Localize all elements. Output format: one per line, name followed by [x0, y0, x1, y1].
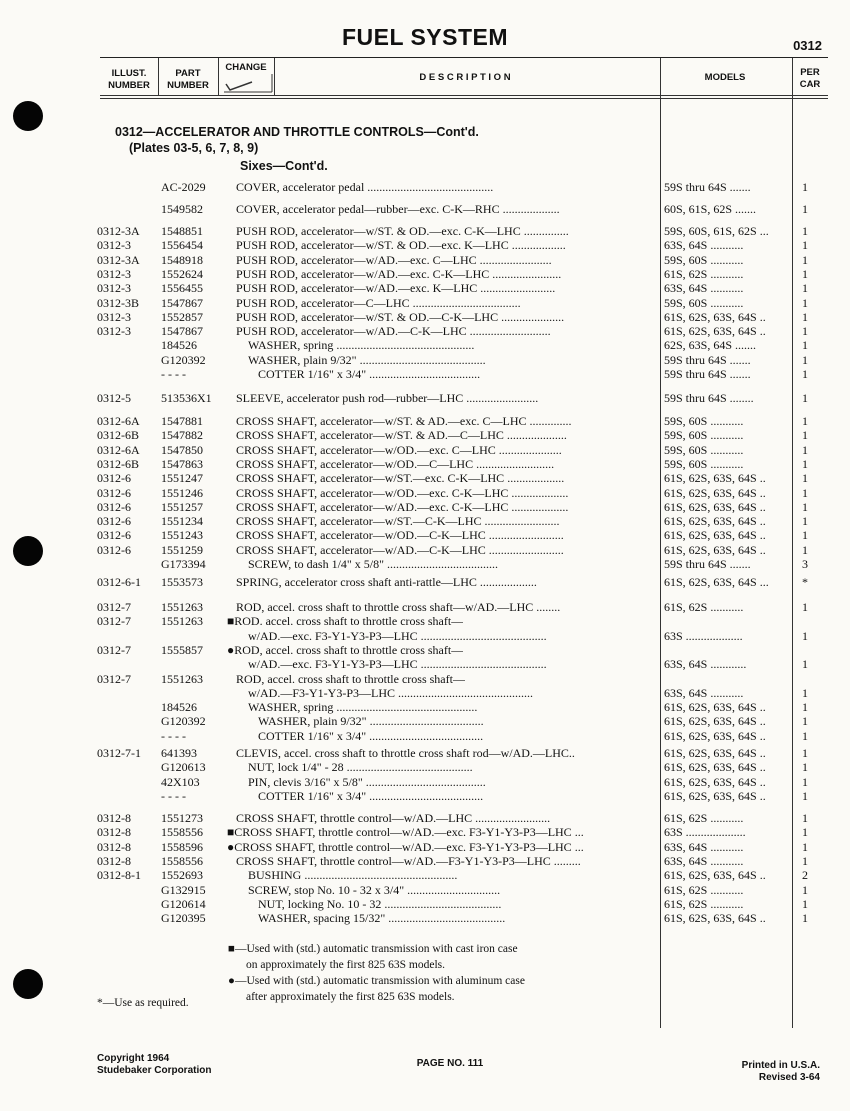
models: 61S, 62S, 63S, 64S ..	[664, 309, 766, 324]
per-car: 1	[802, 414, 808, 428]
part-number: G120613	[161, 760, 206, 775]
models: 61S, 62S, 63S, 64S ..	[664, 714, 766, 729]
per-car: 1	[802, 266, 808, 281]
models: 63S, 64S ...........	[664, 853, 744, 868]
part-number: G120392	[161, 714, 206, 729]
description: ROD, accel. cross shaft to throttle cross shaft—	[236, 671, 465, 686]
per-car: 2	[802, 868, 808, 883]
per-car: 1	[802, 911, 808, 926]
models: 59S, 60S ...........	[664, 442, 744, 457]
description: COTTER 1/16" x 3/4" ......................................	[258, 788, 484, 803]
per-car: 1	[802, 657, 808, 672]
column-header-rule	[100, 95, 828, 96]
per-car: 1	[802, 338, 808, 353]
description: PUSH ROD, accelerator—w/ST. & OD.—C-K—LHC .....................	[236, 309, 565, 324]
col-divider	[660, 58, 661, 1028]
part-number: 1547867	[161, 295, 203, 310]
models: 63S, 64S ...........	[664, 839, 744, 854]
part-number: 1558556	[161, 825, 203, 840]
models: 61S, 62S ...........	[664, 896, 744, 911]
column-header-rule-2	[100, 98, 828, 99]
col-per-car-header: PER CAR	[799, 67, 821, 90]
illust-number: 0312-3	[97, 238, 131, 253]
binder-hole	[13, 969, 43, 999]
section-subtitle: Sixes—Cont'd.	[240, 159, 328, 173]
per-car: 1	[802, 252, 808, 267]
description: COVER, accelerator pedal ..........................................	[236, 180, 494, 194]
description: CLEVIS, accel. cross shaft to throttle cross shaft rod—w/AD.—LHC..	[236, 746, 575, 760]
part-number: 1551263	[161, 614, 203, 629]
per-car: 1	[802, 485, 808, 500]
models: 59S, 60S ...........	[664, 295, 744, 310]
description: COTTER 1/16" x 3/4" ......................................	[258, 728, 484, 743]
part-number: 1547867	[161, 324, 203, 339]
models: 61S, 62S, 63S, 64S ..	[664, 700, 766, 715]
per-car: *	[802, 575, 808, 589]
per-car: 1	[802, 839, 808, 854]
models: 61S, 62S ...........	[664, 600, 744, 614]
models: 61S, 62S, 63S, 64S ..	[664, 788, 766, 803]
description: SPRING, accelerator cross shaft anti-rattle—LHC ...................	[236, 575, 537, 589]
description: CROSS SHAFT, accelerator—w/OD.—C-K—LHC .........................	[236, 528, 564, 543]
illust-number: 0312-3	[97, 281, 131, 296]
models: 63S, 64S ...........	[664, 281, 744, 296]
part-number: 1551243	[161, 528, 203, 543]
per-car: 1	[802, 324, 808, 339]
per-car: 1	[802, 281, 808, 296]
col-change-header: CHANGE	[225, 62, 267, 73]
illust-number: 0312-6	[97, 514, 131, 529]
models: 63S, 64S ............	[664, 657, 747, 672]
description: ●CROSS SHAFT, throttle control—w/AD.—exc. F3-Y1-Y3-P3—LHC ...	[227, 839, 584, 854]
models: 61S, 62S, 63S, 64S ..	[664, 746, 766, 760]
per-car: 1	[802, 896, 808, 911]
page-title: FUEL SYSTEM	[341, 24, 509, 50]
copyright: Copyright 1964 Studebaker Corporation	[97, 1053, 212, 1076]
part-number: 1552624	[161, 266, 203, 281]
description: WASHER, spring ...............................................	[248, 700, 478, 715]
description: ●ROD, accel. cross shaft to throttle cross shaft—	[227, 642, 464, 657]
part-number: 1553573	[161, 575, 203, 589]
col-part-header: PART NUMBER	[167, 68, 209, 91]
per-car: 1	[802, 728, 808, 743]
models: 63S ...................	[664, 628, 743, 643]
models: 61S, 62S, 63S, 64S ..	[664, 485, 766, 500]
models: 59S, 60S ...........	[664, 252, 744, 267]
illust-number: 0312-6B	[97, 428, 139, 443]
illust-number: 0312-6B	[97, 456, 139, 471]
col-divider	[792, 58, 793, 1028]
illust-number: 0312-6	[97, 485, 131, 500]
header-rule	[100, 57, 828, 58]
illust-number: 0312-7	[97, 671, 131, 686]
models: 61S, 62S, 63S, 64S ..	[664, 471, 766, 486]
per-car: 1	[802, 811, 808, 825]
illust-number: 0312-3A	[97, 252, 140, 267]
per-car: 1	[802, 760, 808, 775]
illust-number: 0312-6	[97, 471, 131, 486]
description: PUSH ROD, accelerator—w/AD.—exc. C-K—LHC .......................	[236, 266, 562, 281]
models: 61S, 62S, 63S, 64S ..	[664, 528, 766, 543]
part-number: 1548918	[161, 252, 203, 267]
illust-number: 0312-3A	[97, 224, 140, 238]
models: 59S, 60S ...........	[664, 414, 744, 428]
models: 61S, 62S ...........	[664, 882, 744, 897]
description: PUSH ROD, accelerator—w/AD.—C-K—LHC ...........................	[236, 324, 551, 339]
per-car: 1	[802, 309, 808, 324]
per-car: 3	[802, 557, 808, 571]
description: CROSS SHAFT, throttle control—w/AD.—LHC .........................	[236, 811, 551, 825]
illust-number: 0312-6	[97, 542, 131, 557]
description: CROSS SHAFT, accelerator—w/OD.—exc. C-K—LHC ...................	[236, 485, 569, 500]
per-car: 1	[802, 528, 808, 543]
description: ROD, accel. cross shaft to throttle cross shaft—w/AD.—LHC ........	[236, 600, 561, 614]
description: PUSH ROD, accelerator—w/ST. & OD.—exc. K—LHC ..................	[236, 238, 566, 253]
description: w/AD.—exc. F3-Y1-Y3-P3—LHC ..........................................	[248, 657, 547, 672]
description: CROSS SHAFT, accelerator—w/OD.—C—LHC ..........................	[236, 456, 555, 471]
part-number: 1551259	[161, 542, 203, 557]
models: 60S, 61S, 62S .......	[664, 202, 757, 216]
models: 61S, 62S, 63S, 64S ..	[664, 324, 766, 339]
per-car: 1	[802, 442, 808, 457]
models: 61S, 62S, 63S, 64S ..	[664, 868, 766, 883]
illust-number: 0312-8	[97, 853, 131, 868]
part-number: 1552857	[161, 309, 203, 324]
description: WASHER, spring ..............................................	[248, 338, 475, 353]
part-number: 1547850	[161, 442, 203, 457]
part-number: 1551263	[161, 671, 203, 686]
models: 59S, 60S ...........	[664, 428, 744, 443]
models: 63S, 64S ...........	[664, 238, 744, 253]
col-divider	[274, 58, 275, 96]
description: CROSS SHAFT, accelerator—w/AD.—C-K—LHC .........................	[236, 542, 564, 557]
binder-hole	[13, 536, 43, 566]
part-number: G132915	[161, 882, 206, 897]
part-number: 1551247	[161, 471, 203, 486]
description: ■CROSS SHAFT, throttle control—w/AD.—exc. F3-Y1-Y3-P3—LHC ...	[227, 825, 584, 840]
footnotes: ■—Used with (std.) automatic transmission with cast iron case on approximately the first 825 63S models. ●—Used with (std.) automatic transmission with aluminum case after approximately the first 825 63S models.	[228, 943, 525, 1003]
part-number: 1558596	[161, 839, 203, 854]
models: 63S, 64S ...........	[664, 685, 744, 700]
per-car: 1	[802, 774, 808, 789]
description: CROSS SHAFT, throttle control—w/AD.—F3-Y1-Y3-P3—LHC .........	[236, 853, 581, 868]
illust-number: 0312-6A	[97, 414, 140, 428]
part-number: G173394	[161, 557, 206, 571]
description: SCREW, to dash 1/4" x 5/8" .....................................	[248, 557, 499, 571]
models: 61S, 62S ...........	[664, 811, 744, 825]
per-car: 1	[802, 352, 808, 367]
per-car: 1	[802, 882, 808, 897]
illust-number: 0312-3	[97, 309, 131, 324]
part-number: 1547882	[161, 428, 203, 443]
per-car: 1	[802, 428, 808, 443]
description: PUSH ROD, accelerator—w/AD.—exc. C—LHC ........................	[236, 252, 552, 267]
description: w/AD.—F3-Y1-Y3-P3—LHC .............................................	[248, 685, 533, 700]
description: SCREW, stop No. 10 - 32 x 3/4" ...............................	[248, 882, 501, 897]
illust-number: 0312-7-1	[97, 746, 141, 760]
part-number: 1551273	[161, 811, 203, 825]
models: 61S, 62S, 63S, 64S ..	[664, 514, 766, 529]
models: 59S thru 64S ........	[664, 391, 754, 405]
per-car: 1	[802, 391, 808, 405]
illust-number: 0312-6-1	[97, 575, 141, 589]
section-title: 0312—ACCELERATOR AND THROTTLE CONTROLS—Cont'd. (Plates 03-5, 6, 7, 8, 9)	[115, 125, 479, 155]
illust-number: 0312-8-1	[97, 868, 141, 883]
description: WASHER, plain 9/32" ..........................................	[248, 352, 486, 367]
per-car: 1	[802, 202, 808, 216]
part-number: 1558556	[161, 853, 203, 868]
binder-hole	[13, 101, 43, 131]
per-car: 1	[802, 685, 808, 700]
illust-number: 0312-8	[97, 839, 131, 854]
part-number: 641393	[161, 746, 197, 760]
description: WASHER, spacing 15/32" .......................................	[258, 911, 506, 926]
part-number: 1551246	[161, 485, 203, 500]
description: COTTER 1/16" x 3/4" .....................................	[258, 367, 481, 381]
part-number: - - - -	[161, 788, 186, 803]
description: CROSS SHAFT, accelerator—w/AD.—exc. C-K—LHC ...................	[236, 499, 569, 514]
per-car: 1	[802, 853, 808, 868]
part-number: 1547881	[161, 414, 203, 428]
description: CROSS SHAFT, accelerator—w/ST.—C-K—LHC .........................	[236, 514, 560, 529]
page-code: 0312	[793, 38, 822, 53]
per-car: 1	[802, 825, 808, 840]
col-divider	[158, 58, 159, 96]
illust-number: 0312-8	[97, 825, 131, 840]
models: 59S thru 64S .......	[664, 367, 751, 381]
models: 63S ....................	[664, 825, 746, 840]
footnote-as-required: *—Use as required.	[97, 997, 189, 1009]
models: 61S, 62S, 63S, 64S ...	[664, 575, 769, 589]
per-car: 1	[802, 367, 808, 381]
per-car: 1	[802, 514, 808, 529]
models: 59S thru 64S .......	[664, 557, 751, 571]
part-number: - - - -	[161, 367, 186, 381]
models: 61S, 62S, 63S, 64S ..	[664, 728, 766, 743]
part-number: 1551263	[161, 600, 203, 614]
models: 59S thru 64S .......	[664, 180, 751, 194]
description: CROSS SHAFT, accelerator—w/ST. & AD.—exc. C—LHC ..............	[236, 414, 572, 428]
models: 62S, 63S, 64S .......	[664, 338, 757, 353]
per-car: 1	[802, 600, 808, 614]
per-car: 1	[802, 295, 808, 310]
models: 61S, 62S, 63S, 64S ..	[664, 760, 766, 775]
per-car: 1	[802, 180, 808, 194]
part-number: 1548851	[161, 224, 203, 238]
models: 61S, 62S, 63S, 64S ..	[664, 774, 766, 789]
part-number: 1547863	[161, 456, 203, 471]
part-number: 184526	[161, 700, 197, 715]
description: BUSHING ...................................................	[248, 868, 458, 883]
part-number: G120392	[161, 352, 206, 367]
illust-number: 0312-6	[97, 499, 131, 514]
part-number: 1551257	[161, 499, 203, 514]
models: 61S, 62S ...........	[664, 266, 744, 281]
per-car: 1	[802, 471, 808, 486]
models: 59S, 60S, 61S, 62S ...	[664, 224, 769, 238]
per-car: 1	[802, 456, 808, 471]
part-number: 1555857	[161, 642, 203, 657]
per-car: 1	[802, 788, 808, 803]
part-number: - - - -	[161, 728, 186, 743]
part-number: G120395	[161, 911, 206, 926]
part-number: 1556454	[161, 238, 203, 253]
description: PIN, clevis 3/16" x 5/8" ........................................	[248, 774, 486, 789]
page-number: PAGE NO. 111	[416, 1058, 484, 1069]
models: 59S, 60S ...........	[664, 456, 744, 471]
illust-number: 0312-7	[97, 642, 131, 657]
description: CROSS SHAFT, accelerator—w/OD.—exc. C—LHC .....................	[236, 442, 562, 457]
col-divider	[218, 58, 219, 96]
per-car: 1	[802, 700, 808, 715]
col-illust-header: ILLUST. NUMBER	[108, 68, 150, 91]
per-car: 1	[802, 499, 808, 514]
models: 59S thru 64S .......	[664, 352, 751, 367]
illust-number: 0312-5	[97, 391, 131, 405]
part-number: 184526	[161, 338, 197, 353]
description: WASHER, plain 9/32" ......................................	[258, 714, 484, 729]
illust-number: 0312-3	[97, 324, 131, 339]
per-car: 1	[802, 746, 808, 760]
per-car: 1	[802, 224, 808, 238]
description: SLEEVE, accelerator push rod—rubber—LHC ........................	[236, 391, 539, 405]
col-models-header: MODELS	[704, 72, 746, 83]
part-number: AC-2029	[161, 180, 206, 194]
per-car: 1	[802, 714, 808, 729]
illust-number: 0312-8	[97, 811, 131, 825]
models: 61S, 62S, 63S, 64S ..	[664, 542, 766, 557]
per-car: 1	[802, 238, 808, 253]
description: w/AD.—exc. F3-Y1-Y3-P3—LHC ..........................................	[248, 628, 547, 643]
per-car: 1	[802, 542, 808, 557]
illust-number: 0312-7	[97, 600, 131, 614]
models: 61S, 62S, 63S, 64S ..	[664, 499, 766, 514]
illust-number: 0312-3	[97, 266, 131, 281]
part-number: 1549582	[161, 202, 203, 216]
illust-number: 0312-6	[97, 528, 131, 543]
description: CROSS SHAFT, accelerator—w/ST.—exc. C-K—LHC ...................	[236, 471, 565, 486]
change-check-icon	[222, 74, 274, 96]
part-number: 1552693	[161, 868, 203, 883]
description: PUSH ROD, accelerator—w/ST. & OD.—exc. C-K—LHC ...............	[236, 224, 569, 238]
description: ■ROD. accel. cross shaft to throttle cross shaft—	[227, 614, 464, 629]
illust-number: 0312-6A	[97, 442, 140, 457]
models: 61S, 62S, 63S, 64S ..	[664, 911, 766, 926]
description: COVER, accelerator pedal—rubber—exc. C-K—RHC ...................	[236, 202, 560, 216]
part-number: 513536X1	[161, 391, 212, 405]
per-car: 1	[802, 628, 808, 643]
part-number: 1556455	[161, 281, 203, 296]
illust-number: 0312-3B	[97, 295, 139, 310]
description: PUSH ROD, accelerator—w/AD.—exc. K—LHC .........................	[236, 281, 556, 296]
print-info: Printed in U.S.A. Revised 3-64	[741, 1060, 820, 1083]
col-description-header: D E S C R I P T I O N	[419, 72, 511, 83]
part-number: G120614	[161, 896, 206, 911]
illust-number: 0312-7	[97, 614, 131, 629]
description: NUT, lock 1/4" - 28 ..........................................	[248, 760, 473, 775]
description: PUSH ROD, accelerator—C—LHC ....................................	[236, 295, 521, 310]
part-number: 42X103	[161, 774, 200, 789]
description: CROSS SHAFT, accelerator—w/ST. & AD.—C—LHC ....................	[236, 428, 567, 443]
description: NUT, locking No. 10 - 32 .......................................	[258, 896, 502, 911]
part-number: 1551234	[161, 514, 203, 529]
